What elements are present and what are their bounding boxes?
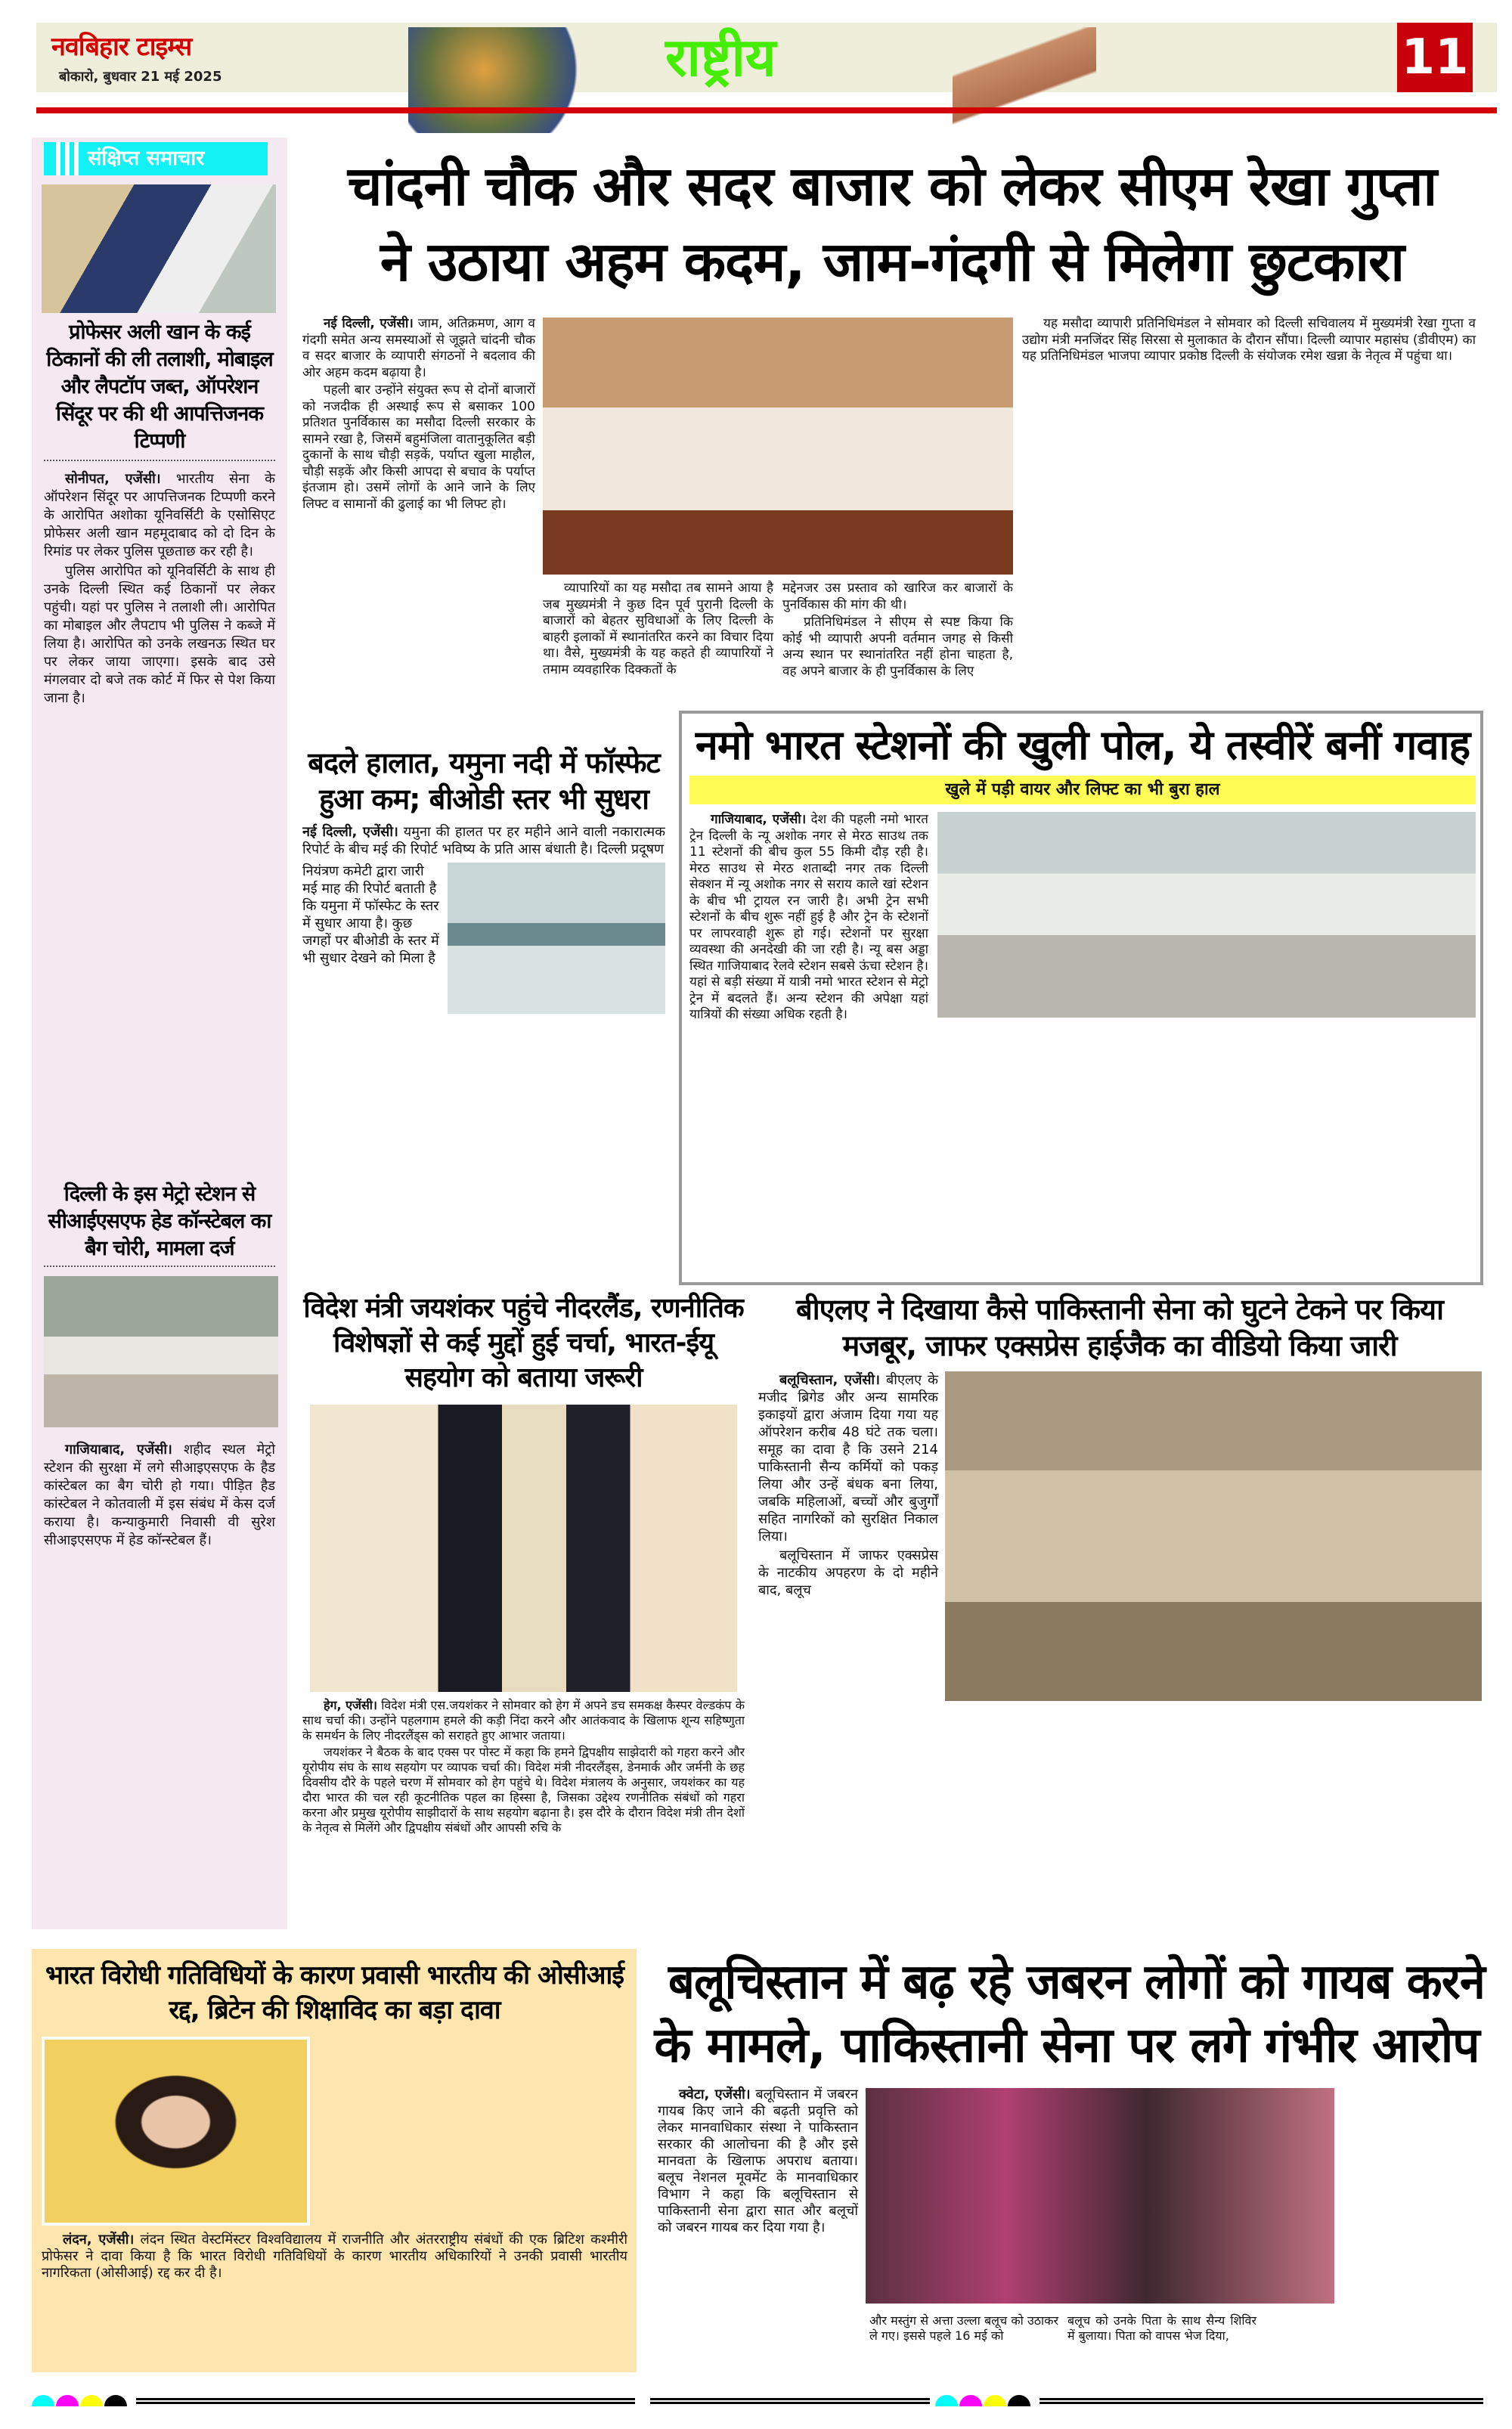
statue-illustration (953, 27, 1096, 133)
main-story-col3 (782, 581, 1013, 681)
dateline: बोकारो, बुधवार 21 मई 2025 (59, 69, 222, 85)
oci-dateline: लंदन, एजेंसी। (63, 2232, 135, 2248)
bla-paragraph: बीएलए के मजीद ब्रिगेड और अन्य सामरिक इकाइयों द्वारा अंजाम दिया गया यह ऑपरेशन करीब 48 घंटे तक चला। समूह का दावा है कि उसने 214 पाकिस्तानी सैन्य कर्मियों को पकड़ लिया और उन्हें बंधक बना लिया, जबकि महिलाओं, बच्चों और बुजुर्गों सहित नागरिकों को सुरक्षित निकाल लिया। (758, 1372, 938, 1544)
yamuna-wrap-text: नियंत्रण कमेटी द्वारा जारी मई माह की रिपोर्ट बताती है कि यमुना में फॉस्फेट के स्तर में सुधार आया है। कुछ जगहों पर बीओडी के स्तर में भी सुधार देखने को मिला है (302, 863, 439, 966)
cm-meeting-photo (543, 318, 1013, 575)
yamuna-dateline: नई दिल्ली, एजेंसी। (302, 824, 398, 840)
main-paragraph: यह मसौदा व्यापारी प्रतिनिधिमंडल ने सोमवार को दिल्ली सचिवालय में मुख्यमंत्री रेखा गुप्ता व उद्योग मंत्री मनजिंदर सिंह सिरसा से मुलाकात के दौरान सौंपा। दिल्ली व्यापार महासंघ (डीवीएम) का यह प्रतिनिधिमंडल भाजपा व्यापार प्रकोष्ठ दिल्ली के संयोजक रमेश खन्ना के नेतृत्व में पहुंचा था। (1022, 316, 1476, 364)
namo-paragraph: देश की पहली नमो भारत ट्रेन दिल्ली के न्यू अशोक नगर से मेरठ साउथ तक 11 स्टेशनों की बीच कुल 55 किमी दौड़ रही है। मेरठ साउथ से मेरठ शताब्दी नगर तक दिल्ली सेक्शन में न्यू अशोक नगर से सराय काले खां स्टेशन के बीच भी ट्रायल रन जारी है। अभी ट्रेन सभी स्टेशनों के बीच शुरू नहीं हुई है और ट्रेन के स्टेशनों पर लापरवाही शुरू हो गई। स्टेशनों पर सुरक्षा व्यवस्था की अनदेखी की जा रही है। न्यू बस अड्डा स्थित गाजियाबाद रेलवे स्टेशन सबसे ऊंचा स्टेशन है। यहां से बड़ी संख्या में यात्री नमो भारत स्टेशन से मेट्रो ट्रेन में बदलते हैं। अन्य स्टेशन की अपेक्षा यहां यात्रियों की संख्या अधिक रहती है। (689, 812, 928, 1022)
baluch-headline-line: के मामले, पाकिस्तानी सेना पर लगे गंभीर आरोप (654, 2018, 1479, 2074)
baluch-body (658, 2087, 858, 2238)
baluch-lead: बलूचिस्तान में जबरन गायब किए जाने की बढ़ती प्रवृत्ति को लेकर मानवाधिकार संस्था ने पाकिस्तान सरकार की आलोचना की है और इसे मानवता के खिलाफ अपराध बताया। बलूच नेशनल मूवमेंट के मानवाधिकार विभाग ने कहा कि बलूचिस्तान से पाकिस्तानी सेना द्वारा सात और बलूचों को जबरन गायब कर दिया गया है। (658, 2087, 858, 2235)
bla-headline (756, 1291, 1483, 1364)
baluch-protest-photo (866, 2088, 1334, 2304)
brief2-body (44, 1441, 275, 1551)
jaishankar-paragraph: विदेश मंत्री एस.जयशंकर ने सोमवार को हेग में अपने डच समकक्ष कैस्पर वेल्डकंप के साथ चर्चा की। उन्होंने पहलगाम हमले की कड़ी निंदा करने और आतंकवाद के खिलाफ शून्य सहिष्णुता के समर्थन के लिए नीदरलैंड्स को सराहते हुए आभार जताया। (302, 1698, 745, 1743)
main-paragraph: मद्देनजर उस प्रस्ताव को खारिज कर बाजारों के पुनर्विकास की मांग की थी। (782, 581, 1013, 612)
jaishankar-body (302, 1698, 745, 1837)
registration-marks-right (935, 2395, 1030, 2406)
namo-subheadline: खुले में पड़ी वायर और लिफ्ट का भी बुरा हाल (689, 776, 1476, 804)
brief1-paragraph: पुलिस आरोपित को यूनिवर्सिटी के साथ ही उनके दिल्ली स्थित कई ठिकानों पर लेकर पहुंची। यहां पर पुलिस ने तलाशी ली। आरोपित का मोबाइल और लैपटाप भी पुलिस ने कब्जे में लिया है। आरोपित को उनके लखनऊ स्थित घर पर लेकर जाया जाएगा। इसके बाद उसे मंगलवार दो बजे तक कोर्ट में फिर से पेश किया जाना है। (44, 563, 275, 706)
jaishankar-story (302, 1291, 745, 1943)
main-paragraph: जाम, अतिक्रमण, आग व गंदगी समेत अन्य समस्याओं से जूझते चांदनी चौक व सदर बाजार के व्यापारी संगठनों ने बदलाव की ओर अहम कदम बढ़ाया है। (302, 316, 535, 380)
main-headline-line: ने उठाया अहम कदम, जाम-गंदगी से मिलेगा छुटकारा (380, 230, 1405, 293)
baluch-dateline: क्वेटा, एजेंसी। (679, 2087, 751, 2102)
page-number: 11 (1397, 23, 1473, 92)
yamuna-lead (302, 823, 665, 858)
oci-story (42, 1958, 627, 2370)
bla-hostages-photo (945, 1371, 1482, 1701)
brief-news-title: संक्षिप्त समाचार (88, 147, 205, 170)
footer-rule (650, 2398, 930, 2404)
brief2-paragraph: शहीद स्थल मेट्रो स्टेशन की सुरक्षा में लगे सीआइएसएफ के हैड कांस्टेबल का बैग चोरी हो गया। पीड़ित हैड कांस्टेबल ने कोतवाली में इस संबंध में केस दर्ज कराया है। कन्याकुमारी निवासी वी सुरेश सीआइएसएफ में हेड कॉन्स्टेबल हैं। (44, 1442, 275, 1548)
brief1-paragraph: भारतीय सेना के ऑपरेशन सिंदूर पर आपत्तिजनक टिप्पणी करने के आरोपित अशोका यूनिवर्सिटी के एसोसिएट प्रोफेसर अली खान महमूदाबाद को दो दिन के रिमांड पर लेकर पुलिस पूछताछ कर रही है। (44, 471, 275, 559)
namo-headline: नमो भारत स्टेशनों की खुली पोल, ये तस्वीरें बनीं गवाह (695, 721, 1470, 769)
brief1-dateline: सोनीपत, एजेंसी। (65, 471, 161, 487)
state-map-illustration (408, 27, 597, 133)
registration-marks-left (32, 2395, 127, 2406)
oci-lead: लंदन स्थित वेस्टमिंस्टर विश्वविद्यालय में राजनीति और अंतरराष्ट्रीय संबंधों की एक ब्रिटिश कश्मीरी प्रोफेसर ने दावा किया है कि भारत विरोधी गतिविधियों के कारण भारतीय अधिकारियों ने उनकी प्रवासी भारतीय नागरिकता (ओसीआई) रद्द कर दी है। (42, 2232, 627, 2281)
namo-station-photo (937, 812, 1476, 1018)
main-story-col4 (1022, 316, 1476, 367)
yamuna-lead-text: यमुना की हालत पर हर महीने आने वाली नकारात्मक रिपोर्ट के बीच मई की रिपोर्ट भविष्य के प्रति आस बंधाती है। दिल्ली प्रदूषण (302, 824, 665, 857)
baluch-caption-left: और मस्तुंग से अत्ता उल्ला बलूच को उठाकर ले गए। इससे पहले 16 मई को (869, 2313, 1058, 2343)
yamuna-wrap-row (302, 863, 665, 1014)
header-rule (36, 107, 1497, 113)
footer-rule (136, 2398, 635, 2404)
main-paragraph: व्यापारियों का यह मसौदा तब सामने आया है जब मुख्यमंत्री ने कुछ दिन पूर्व पुरानी दिल्ली के बाजारों को बेहतर सुविधाओं के लिए दिल्ली के बाहरी इलाकों में स्थानांतरित करने का विचार दिया था। वैसे, मुख्यमंत्री के यह कहते ही व्यापारियों ने तमाम व्यवहारिक दिक्कतों के (543, 581, 773, 677)
main-story-col1 (302, 316, 535, 514)
brief1-column (33, 142, 286, 1174)
namo-body (689, 812, 1476, 1025)
namo-story (689, 720, 1476, 1279)
yamuna-story (302, 745, 665, 1278)
oci-headline: भारत विरोधी गतिविधियों के कारण प्रवासी भारतीय की ओसीआई रद्द, ब्रिटेन की शिक्षाविद का बड़ा दावा (45, 1960, 624, 2025)
yamuna-river-photo (448, 863, 665, 1014)
paper-logo: नवबिहार टाइम्स (51, 32, 192, 62)
bla-headline-line: बीएलए ने दिखाया कैसे पाकिस्तानी सेना को घुटने टेकने पर किया (796, 1293, 1443, 1326)
brief-news-header (44, 142, 268, 175)
main-headline (302, 148, 1482, 299)
main-paragraph: प्रतिनिधिमंडल ने सीएम से स्पष्ट किया कि कोई भी व्यापारी अपनी वर्तमान जगह से किसी अन्य स्थान पर स्थानांतरित नहीं होना चाहता है, वह अपने बाजार के ही पुनर्विकास के लिए (782, 615, 1013, 679)
jaishankar-paragraph: जयशंकर ने बैठक के बाद एक्स पर पोस्ट में कहा कि हमने द्विपक्षीय साझेदारी को गहरा करने और यूरोपीय संघ के साथ सहयोग पर व्यापक चर्चा की। विदेश मंत्री नीदरलैंड्स, डेनमार्क और जर्मनी के छह दिवसीय दौरे के पहले चरण में सोमवार को हेग पहुंचे थे। विदेश मंत्रालय के अनुसार, जयशंकर का यह दौरा भारत की चल रही कूटनीतिक पहल का हिस्सा है, जिसका उद्देश्य रणनीतिक संबंधों को गहरा करना और प्रमुख यूरोपीय साझीदारों के साथ सहयोग बढ़ाना है। इस दौरे के दौरान विदेश मंत्री तीन देशों के नेतृत्व से मिलेंगे और द्विपक्षीय संबंधों और आपसी रुचि के (302, 1745, 745, 1835)
namo-headline-wrap (689, 720, 1476, 771)
namo-dateline: गाजियाबाद, एजेंसी। (711, 812, 807, 827)
brief1-headline: प्रोफेसर अली खान के कई ठिकानों की ली तलाशी, मोबाइल और लैपटॉप जब्त, ऑपरेशन सिंदूर पर की थी आपत्तिजनक टिप्पणी (44, 319, 275, 461)
oci-body (42, 2232, 627, 2283)
jaishankar-dateline: हेग, एजेंसी। (324, 1698, 377, 1712)
bla-body (758, 1371, 938, 1600)
main-dateline: नई दिल्ली, एजेंसी। (324, 316, 414, 331)
baluch-caption-right: बलूच को उनके पिता के साथ सैन्य शिविर में बुलाया। पिता को वापस भेज दिया, (1067, 2313, 1256, 2343)
brief1-body (44, 470, 275, 709)
professor-portrait-photo (42, 2037, 310, 2226)
main-story-col2 (543, 581, 773, 680)
jaishankar-headline: विदेश मंत्री जयशंकर पहुंचे नीदरलैंड, रणनीतिक विशेषज्ञों से कई मुद्दों हुई चर्चा, भारत-ईयू सहयोग को बताया जरूरी (303, 1293, 744, 1393)
bla-dateline: बलूचिस्तान, एजेंसी। (779, 1372, 880, 1388)
baluch-headline (650, 1950, 1483, 2077)
main-headline-line: चांदनी चौक और सदर बाजार को लेकर सीएम रेखा गुप्ता (347, 154, 1437, 218)
footer-rule (1040, 2398, 1483, 2404)
brief2-column (44, 1181, 278, 1551)
professor-arrest-photo (42, 184, 276, 313)
jaishankar-meeting-photo (310, 1405, 737, 1692)
brief2-headline: दिल्ली के इस मेट्रो स्टेशन से सीआईएसएफ हेड कॉन्स्टेबल का बैग चोरी, मामला दर्ज (44, 1181, 275, 1267)
brief2-dateline: गाजियाबाद, एजेंसी। (65, 1442, 172, 1458)
main-paragraph: पहली बार उन्होंने संयुक्त रूप से दोनों बाजारों को नजदीक ही अस्थाई रूप से बसाकर 100 प्रतिशत पुनर्विकास का मसौदा दिल्ली सरकार के सामने रखा है, जिसमें बहुमंजिला वातानुकूलित बड़ी दुकानों के साथ चौड़ी सड़कें, पर्याप्त खुला माहौल, चौड़ी सड़कें और किसी आपदा से बचाव के पर्याप्त इंतजाम हो। उसमें लोगों के आने जाने के लिए लिफ्ट व सामानों की ढुलाई का भी लिफ्ट हो। (302, 383, 535, 512)
yamuna-headline: बदले हालात, यमुना नदी में फॉस्फेट हुआ कम; बीओडी स्तर भी सुधरा (308, 746, 660, 816)
bla-paragraph: बलूचिस्तान में जाफर एक्सप्रेस के नाटकीय अपहरण के दो महीने बाद, बलूच (758, 1548, 938, 1598)
baluch-headline-line: बलूचिस्तान में बढ़ रहे जबरन लोगों को गायब करने (668, 1954, 1485, 2010)
metro-station-photo (44, 1276, 278, 1427)
bla-headline-line: मजबूर, जाफर एक्सप्रेस हाईजैक का वीडियो किया जारी (842, 1329, 1397, 1362)
section-title: राष्ट्रीय (665, 26, 776, 88)
